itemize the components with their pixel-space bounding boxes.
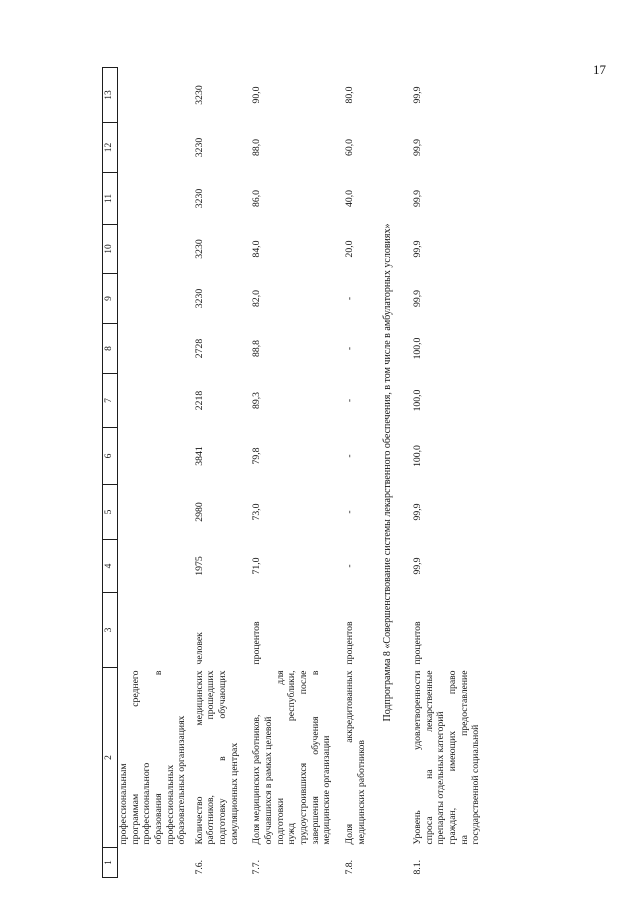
value-cell: 84,0 — [251, 240, 263, 258]
indicator-table — [102, 67, 487, 878]
value-cell: 79,8 — [251, 447, 263, 465]
value-cell: 99,9 — [412, 190, 424, 207]
indicator-description — [245, 668, 337, 848]
value-cell: 40,0 — [343, 190, 355, 207]
desc-line: профессиональным — [118, 763, 129, 845]
desc-line: работников, прошедших — [205, 670, 217, 845]
column-number: 1 — [103, 848, 118, 878]
value-cell: 71,0 — [251, 557, 263, 575]
value-cell: 100,0 — [412, 445, 424, 467]
unit-of-measure: процентов — [343, 621, 355, 665]
row-number: 7.8. — [343, 859, 355, 875]
value-cell: 99,9 — [412, 240, 424, 258]
column-number: 6 — [103, 428, 118, 485]
value-cell: - — [343, 510, 355, 514]
desc-line: спроса на лекарственные — [423, 670, 435, 845]
value-cell: - — [343, 564, 355, 568]
desc-line: Уровень удовлетворенности — [412, 670, 424, 845]
value-cell: 20,0 — [343, 240, 355, 258]
value-cell: 3841 — [193, 446, 205, 466]
column-number: 4 — [103, 540, 118, 593]
row-number: 7.7. — [251, 859, 263, 875]
table-row — [245, 68, 337, 878]
value-cell: - — [343, 398, 355, 403]
value-cell: 89,3 — [251, 392, 263, 409]
empty-cells — [118, 68, 188, 668]
desc-line: препараты отдельных категорий — [435, 711, 447, 845]
continuation-row — [118, 68, 188, 878]
column-number: 11 — [103, 173, 118, 225]
value-cell: 99,9 — [412, 139, 424, 156]
desc-line: трудоустроившихся после — [297, 670, 309, 845]
desc-line: завершения обучения в — [309, 670, 321, 845]
column-number: 13 — [103, 68, 118, 123]
desc-line: подготовку в обучающих — [217, 670, 229, 845]
subprogram-row — [372, 68, 406, 878]
value-cell: 82,0 — [251, 290, 263, 307]
value-cell: 99,9 — [412, 86, 424, 104]
value-cell: 3230 — [193, 239, 205, 259]
row-number: 8.1. — [412, 859, 424, 875]
desc-line: Доля аккредитованных — [343, 670, 355, 845]
value-cell: - — [343, 454, 355, 458]
value-cell: 88,8 — [251, 340, 263, 357]
rotated-table-page — [102, 68, 527, 878]
column-number: 10 — [103, 225, 118, 274]
desc-line: медицинские организации — [321, 735, 333, 845]
table-row — [338, 68, 372, 878]
desc-line: образования в — [152, 670, 164, 845]
desc-line: нужд республики, — [286, 670, 298, 845]
value-cell: 3230 — [193, 137, 205, 158]
column-number-row — [103, 68, 118, 878]
desc-line: симуляционных центрах — [228, 742, 240, 845]
value-cell: 99,9 — [412, 557, 424, 575]
desc-line: программам среднего — [129, 670, 141, 845]
row-number: 7.6. — [193, 859, 205, 875]
value-cell: 3230 — [193, 288, 205, 309]
desc-line: медицинских работников — [355, 740, 367, 845]
value-cell: 3230 — [193, 188, 205, 209]
desc-line: государственной социальной — [470, 724, 482, 845]
value-cell: 99,9 — [412, 290, 424, 307]
desc-line: на предоставление — [458, 670, 470, 845]
value-cell: 2218 — [193, 390, 205, 411]
subprogram-title: Подпрограмма 8 «Совершенствование системы лекарственного обеспечения, в том числе в амбулаторных условиях» — [382, 223, 394, 722]
value-cell: - — [343, 346, 355, 351]
value-cell: 2980 — [193, 502, 205, 522]
value-cell: 1975 — [193, 556, 205, 576]
page-number: 17 — [593, 62, 606, 77]
table-row — [188, 68, 246, 878]
value-cell: 73,0 — [251, 503, 263, 521]
column-number: 7 — [103, 374, 118, 428]
cell-num — [118, 848, 188, 878]
table-row — [406, 68, 487, 878]
unit-of-measure: процентов — [251, 621, 263, 665]
column-number: 5 — [103, 485, 118, 540]
desc-line: профессионального — [141, 762, 153, 845]
value-cell: 100,0 — [412, 389, 424, 412]
unit-of-measure: человек — [193, 632, 205, 665]
value-cell: 3230 — [193, 85, 205, 105]
desc-line: Доля медицинских работников, — [251, 714, 263, 845]
continuation-description — [118, 668, 188, 848]
value-cell: - — [343, 296, 355, 301]
indicator-description — [188, 668, 246, 848]
value-cell: 99,9 — [412, 503, 424, 521]
value-cell: 2728 — [193, 338, 205, 359]
desc-line: подготовки для — [274, 670, 286, 845]
column-number: 12 — [103, 123, 118, 173]
column-number: 9 — [103, 274, 118, 324]
desc-line: образовательных организациях — [176, 715, 188, 845]
value-cell: 80,0 — [343, 86, 355, 104]
column-number: 8 — [103, 324, 118, 374]
unit-of-measure: процентов — [412, 621, 424, 665]
desc-line: обучавшихся в рамках целевой — [263, 716, 275, 845]
value-cell: 86,0 — [251, 190, 263, 207]
desc-line: профессиональных — [164, 764, 176, 845]
column-number: 2 — [103, 668, 118, 848]
desc-line: Количество медицинских — [193, 670, 205, 845]
value-cell: 60,0 — [343, 139, 355, 156]
column-number: 3 — [103, 593, 118, 668]
value-cell: 88,0 — [251, 139, 263, 156]
value-cell: 90,0 — [251, 86, 263, 104]
value-cell: 100,0 — [412, 337, 424, 360]
desc-line: граждан, имеющих право — [447, 670, 459, 845]
indicator-description — [338, 668, 372, 848]
indicator-description — [406, 668, 487, 848]
